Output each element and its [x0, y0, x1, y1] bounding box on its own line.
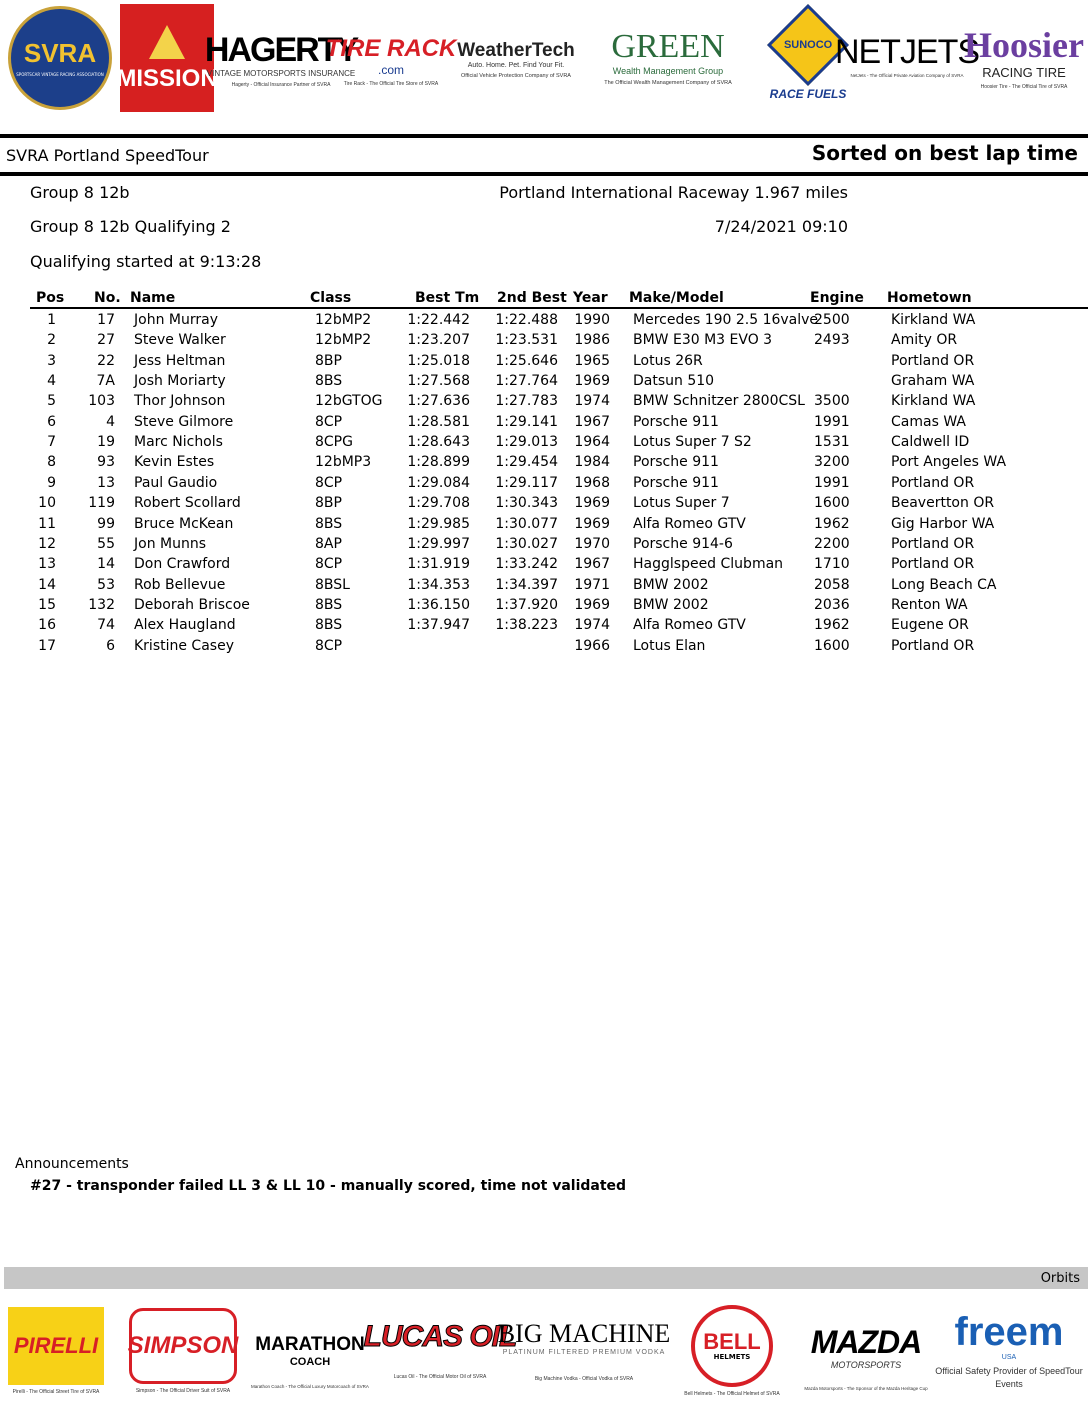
- second-best-cell: 1:29.013: [495, 434, 558, 451]
- class-cell: 8BS: [315, 596, 343, 613]
- number-cell: 4: [106, 413, 115, 430]
- hometown-cell: Graham WA: [891, 373, 975, 390]
- make-model-cell: Datsun 510: [633, 373, 715, 390]
- year-cell: 1965: [574, 352, 610, 369]
- best-time-cell: 1:27.636: [407, 393, 470, 410]
- table-row: [0, 495, 1088, 515]
- driver-name-cell: Jess Heltman: [134, 352, 226, 369]
- best-time-cell: 1:22.442: [407, 312, 470, 328]
- class-cell: 12bMP2: [315, 332, 372, 349]
- marathon-coach-logo: MARATHON COACH Marathon Coach - The Official Luxury Motorcoach of SVRA: [251, 1334, 369, 1389]
- second-best-cell: 1:38.223: [495, 617, 558, 634]
- make-model-cell: BMW E30 M3 EVO 3: [633, 332, 773, 349]
- best-time-cell: 1:31.919: [407, 556, 470, 573]
- engine-cell: 1991: [814, 413, 850, 430]
- announcements-label: Announcements: [15, 1156, 129, 1172]
- engine-cell: 2200: [814, 535, 850, 552]
- col-second-best-header: 2nd Best: [497, 290, 567, 306]
- number-cell: 132: [88, 596, 115, 613]
- pos-cell: 1: [47, 312, 56, 328]
- hometown-cell: Camas WA: [891, 413, 966, 430]
- table-row: [0, 577, 1088, 597]
- make-model-cell: BMW Schnitzer 2800CSL: [633, 393, 805, 410]
- session-datetime: 7/24/2021 09:10: [714, 217, 848, 236]
- pos-cell: 3: [47, 352, 56, 369]
- hometown-cell: Eugene OR: [891, 617, 969, 634]
- engine-cell: 1962: [814, 617, 850, 634]
- best-time-cell: 1:27.568: [407, 373, 470, 390]
- class-cell: 12bMP3: [315, 454, 372, 471]
- pos-cell: 6: [47, 413, 56, 430]
- pos-cell: 11: [38, 515, 56, 532]
- pos-cell: 5: [47, 393, 56, 410]
- driver-name-cell: Deborah Briscoe: [134, 596, 250, 613]
- class-cell: 8AP: [315, 535, 342, 552]
- second-best-cell: 1:29.117: [495, 474, 558, 491]
- netjets-logo: NETJETS NetJets - The Official Private Aviation Company of SVRA: [834, 32, 980, 78]
- engine-cell: 1531: [814, 434, 850, 451]
- best-time-cell: 1:25.018: [407, 352, 470, 369]
- sort-label: Sorted on best lap time: [811, 141, 1078, 165]
- make-model-cell: Lotus Super 7 S2: [633, 434, 752, 451]
- hometown-cell: Port Angeles WA: [891, 454, 1007, 471]
- driver-name-cell: Kevin Estes: [134, 454, 215, 471]
- freem-logo: freem USA Official Safety Provider of SpeedTour Events: [935, 1309, 1083, 1389]
- big-machine-vodka-logo: BIG MACHINE PLATINUM FILTERED PREMIUM VODKA Big Machine Vodka - Official Vodka of SVRA: [497, 1318, 671, 1382]
- number-cell: 17: [97, 312, 115, 328]
- announcement-text: #27 - transponder failed LL 3 & LL 10 - manually scored, time not validated: [30, 1178, 627, 1194]
- make-model-cell: BMW 2002: [633, 576, 709, 593]
- driver-name-cell: Steve Gilmore: [134, 413, 234, 430]
- driver-name-cell: Robert Scollard: [134, 495, 241, 512]
- footer-band: [4, 1267, 1088, 1289]
- pos-cell: 14: [38, 576, 56, 593]
- class-cell: 8CP: [315, 474, 343, 491]
- year-cell: 1964: [574, 434, 610, 451]
- bell-helmets-logo: BELL HELMETS Bell Helmets - The Official Helmet of SVRA: [672, 1298, 792, 1404]
- second-best-cell: 1:29.454: [495, 454, 558, 471]
- svra-logo: SVRA SPORTSCAR VINTAGE RACING ASSOCIATION: [6, 4, 114, 112]
- hometown-cell: Gig Harbor WA: [891, 515, 995, 532]
- hometown-cell: Portland OR: [891, 637, 975, 654]
- col-class-header: Class: [310, 290, 352, 306]
- second-best-cell: 1:30.027: [495, 535, 558, 552]
- event-title: SVRA Portland SpeedTour: [6, 146, 209, 165]
- year-cell: 1971: [574, 576, 610, 593]
- class-cell: 8CP: [315, 637, 343, 654]
- green-logo: GREEN Wealth Management Group The Official Wealth Management Company of SVRA: [604, 28, 732, 86]
- track-info: Portland International Raceway 1.967 miles: [499, 183, 848, 202]
- year-cell: 1969: [574, 515, 610, 532]
- make-model-cell: Mercedes 190 2.5 16valve: [633, 312, 819, 328]
- mazda-motorsports-logo: MAZDA MOTORSPORTS Mazda Motorsports - The Sponsor of the Mazda Heritage Cup: [804, 1323, 928, 1391]
- hometown-cell: Renton WA: [891, 596, 968, 613]
- year-cell: 1990: [574, 312, 610, 328]
- make-model-cell: Hagglspeed Clubman: [633, 556, 784, 573]
- year-cell: 1966: [574, 637, 610, 654]
- make-model-cell: Porsche 911: [633, 454, 719, 471]
- table-row: [0, 516, 1088, 536]
- class-cell: 8BP: [315, 495, 342, 512]
- number-cell: 22: [97, 352, 115, 369]
- hometown-cell: Kirkland WA: [891, 393, 976, 410]
- driver-name-cell: John Murray: [134, 312, 218, 328]
- pos-cell: 16: [38, 617, 56, 634]
- mission-logo: MISSION: [120, 4, 214, 112]
- best-time-cell: 1:28.581: [407, 413, 470, 430]
- engine-cell: 2493: [814, 332, 850, 349]
- col-name-header: Name: [130, 290, 176, 306]
- sunoco-logo: SUNOCO RACE FUELS: [772, 6, 844, 110]
- hometown-cell: Long Beach CA: [891, 576, 997, 593]
- driver-name-cell: Marc Nichols: [134, 434, 223, 451]
- hometown-cell: Portland OR: [891, 535, 975, 552]
- header-bottom-rule: [0, 172, 1088, 176]
- second-best-cell: 1:23.531: [495, 332, 558, 349]
- best-time-cell: 1:28.899: [407, 454, 470, 471]
- table-row: [0, 332, 1088, 352]
- pos-cell: 8: [47, 454, 56, 471]
- engine-cell: 2058: [814, 576, 850, 593]
- table-row: [0, 475, 1088, 495]
- weathertech-logo: WeatherTech Auto. Home. Pet. Find Your Fit. Official Vehicle Protection Company of SVRA: [457, 40, 575, 79]
- hoosier-logo: Hoosier RACING TIRE Hoosier Tire - The Official Tire of SVRA: [964, 24, 1084, 90]
- year-cell: 1970: [574, 535, 610, 552]
- class-cell: 12bMP2: [315, 312, 372, 328]
- year-cell: 1968: [574, 474, 610, 491]
- table-row: [0, 617, 1088, 637]
- best-time-cell: 1:29.997: [407, 535, 470, 552]
- make-model-cell: Porsche 914-6: [633, 535, 733, 552]
- hometown-cell: Portland OR: [891, 556, 975, 573]
- best-time-cell: 1:34.353: [407, 576, 470, 593]
- second-best-cell: 1:37.920: [495, 596, 558, 613]
- class-cell: 8CP: [315, 413, 343, 430]
- simpson-logo: SIMPSON Simpson - The Official Driver Suit of SVRA: [124, 1298, 242, 1404]
- number-cell: 13: [97, 474, 115, 491]
- orbits-brand: Orbits: [1040, 1271, 1080, 1286]
- second-best-cell: 1:25.646: [495, 352, 558, 369]
- year-cell: 1967: [574, 413, 610, 430]
- best-time-cell: 1:37.947: [407, 617, 470, 634]
- second-best-cell: 1:30.077: [495, 515, 558, 532]
- hagerty-logo: HAGERTY VINTAGE MOTORSPORTS INSURANCE Hagerty - Official Insurance Partner of SVRA: [204, 30, 358, 88]
- best-time-cell: 1:23.207: [407, 332, 470, 349]
- number-cell: 27: [97, 332, 115, 349]
- col-year-header: Year: [573, 290, 608, 306]
- year-cell: 1986: [574, 332, 610, 349]
- make-model-cell: Alfa Romeo GTV: [633, 515, 746, 532]
- pos-cell: 12: [38, 535, 56, 552]
- make-model-cell: Lotus Super 7: [633, 495, 730, 512]
- hometown-cell: Beavertton OR: [891, 495, 995, 512]
- second-best-cell: 1:30.343: [495, 495, 558, 512]
- driver-name-cell: Josh Moriarty: [134, 373, 226, 390]
- hometown-cell: Kirkland WA: [891, 312, 976, 328]
- number-cell: 19: [97, 434, 115, 451]
- header-top-rule: [0, 134, 1088, 138]
- class-cell: 8BSL: [315, 576, 350, 593]
- table-row: [0, 536, 1088, 556]
- table-row: [0, 353, 1088, 373]
- year-cell: 1984: [574, 454, 610, 471]
- year-cell: 1974: [574, 393, 610, 410]
- lucas-oil-logo: LUCAS OIL Lucas Oil - The Official Motor Oil of SVRA: [363, 1320, 517, 1380]
- second-best-cell: 1:27.764: [495, 373, 558, 390]
- driver-name-cell: Don Crawford: [134, 556, 231, 573]
- hometown-cell: Portland OR: [891, 474, 975, 491]
- make-model-cell: Alfa Romeo GTV: [633, 617, 746, 634]
- number-cell: 14: [97, 556, 115, 573]
- table-row: [0, 597, 1088, 617]
- number-cell: 6: [106, 637, 115, 654]
- best-time-cell: 1:36.150: [407, 596, 470, 613]
- col-engine-header: Engine: [810, 290, 864, 306]
- engine-cell: 1710: [814, 556, 850, 573]
- col-best-header: Best Tm: [415, 290, 480, 306]
- second-best-cell: 1:27.783: [495, 393, 558, 410]
- tirerack-logo: TIRE RACK .com Tire Rack - The Official Tire Store of SVRA: [325, 35, 457, 87]
- engine-cell: 2036: [814, 596, 850, 613]
- pos-cell: 7: [47, 434, 56, 451]
- engine-cell: 1600: [814, 495, 850, 512]
- driver-name-cell: Alex Haugland: [134, 617, 236, 634]
- pos-cell: 17: [38, 637, 56, 654]
- class-cell: 8CPG: [315, 434, 353, 451]
- best-time-cell: 1:29.985: [407, 515, 470, 532]
- make-model-cell: Lotus Elan: [633, 637, 706, 654]
- second-best-cell: 1:34.397: [495, 576, 558, 593]
- pos-cell: 2: [47, 332, 56, 349]
- make-model-cell: Porsche 911: [633, 474, 719, 491]
- make-model-cell: Porsche 911: [633, 413, 719, 430]
- second-best-cell: 1:29.141: [495, 413, 558, 430]
- hometown-cell: Amity OR: [891, 332, 958, 349]
- number-cell: 53: [97, 576, 115, 593]
- pos-cell: 15: [38, 596, 56, 613]
- driver-name-cell: Paul Gaudio: [134, 474, 218, 491]
- class-cell: 8BS: [315, 373, 343, 390]
- engine-cell: 1962: [814, 515, 850, 532]
- year-cell: 1969: [574, 596, 610, 613]
- pos-cell: 13: [38, 556, 56, 573]
- pos-cell: 4: [47, 373, 56, 390]
- best-time-cell: 1:29.084: [407, 474, 470, 491]
- table-row: [0, 434, 1088, 454]
- session-name: Group 8 12b Qualifying 2: [30, 217, 231, 236]
- table-row: [0, 454, 1088, 474]
- hometown-cell: Portland OR: [891, 352, 975, 369]
- number-cell: 74: [97, 617, 115, 634]
- group-name: Group 8 12b: [30, 183, 130, 202]
- engine-cell: 3200: [814, 454, 850, 471]
- col-pos-header: Pos: [36, 290, 65, 306]
- number-cell: 55: [97, 535, 115, 552]
- year-cell: 1969: [574, 373, 610, 390]
- driver-name-cell: Steve Walker: [134, 332, 226, 349]
- second-best-cell: 1:33.242: [495, 556, 558, 573]
- number-cell: 7A: [96, 373, 115, 390]
- year-cell: 1967: [574, 556, 610, 573]
- engine-cell: 1991: [814, 474, 850, 491]
- best-time-cell: 1:29.708: [407, 495, 470, 512]
- col-make-model-header: Make/Model: [629, 290, 724, 306]
- class-cell: 8BP: [315, 352, 342, 369]
- col-hometown-header: Hometown: [887, 290, 972, 306]
- class-cell: 8BS: [315, 515, 343, 532]
- table-row: [0, 556, 1088, 576]
- table-row: [0, 373, 1088, 393]
- col-no-header: No.: [94, 290, 121, 306]
- class-cell: 8BS: [315, 617, 343, 634]
- engine-cell: 2500: [814, 312, 850, 328]
- engine-cell: 3500: [814, 393, 850, 410]
- number-cell: 119: [88, 495, 115, 512]
- table-header-rule: [30, 307, 1088, 309]
- driver-name-cell: Jon Munns: [134, 535, 207, 552]
- year-cell: 1969: [574, 495, 610, 512]
- number-cell: 103: [88, 393, 115, 410]
- pos-cell: 10: [38, 495, 56, 512]
- driver-name-cell: Thor Johnson: [134, 393, 226, 410]
- second-best-cell: 1:22.488: [495, 312, 558, 328]
- number-cell: 99: [97, 515, 115, 532]
- best-time-cell: 1:28.643: [407, 434, 470, 451]
- make-model-cell: BMW 2002: [633, 596, 709, 613]
- class-cell: 12bGTOG: [315, 393, 383, 410]
- driver-name-cell: Rob Bellevue: [134, 576, 226, 593]
- make-model-cell: Lotus 26R: [633, 352, 703, 369]
- year-cell: 1974: [574, 617, 610, 634]
- driver-name-cell: Kristine Casey: [134, 637, 234, 654]
- pos-cell: 9: [47, 474, 56, 491]
- engine-cell: 1600: [814, 637, 850, 654]
- pirelli-logo: PIRELLI Pirelli - The Official Street Tire of SVRA: [4, 1298, 108, 1404]
- table-row: [0, 312, 1088, 332]
- table-row: [0, 414, 1088, 434]
- hometown-cell: Caldwell ID: [891, 434, 970, 451]
- driver-name-cell: Bruce McKean: [134, 515, 234, 532]
- qualifying-start: Qualifying started at 9:13:28: [30, 252, 262, 271]
- table-row: [0, 638, 1088, 658]
- class-cell: 8CP: [315, 556, 343, 573]
- number-cell: 93: [97, 454, 115, 471]
- table-row: [0, 393, 1088, 413]
